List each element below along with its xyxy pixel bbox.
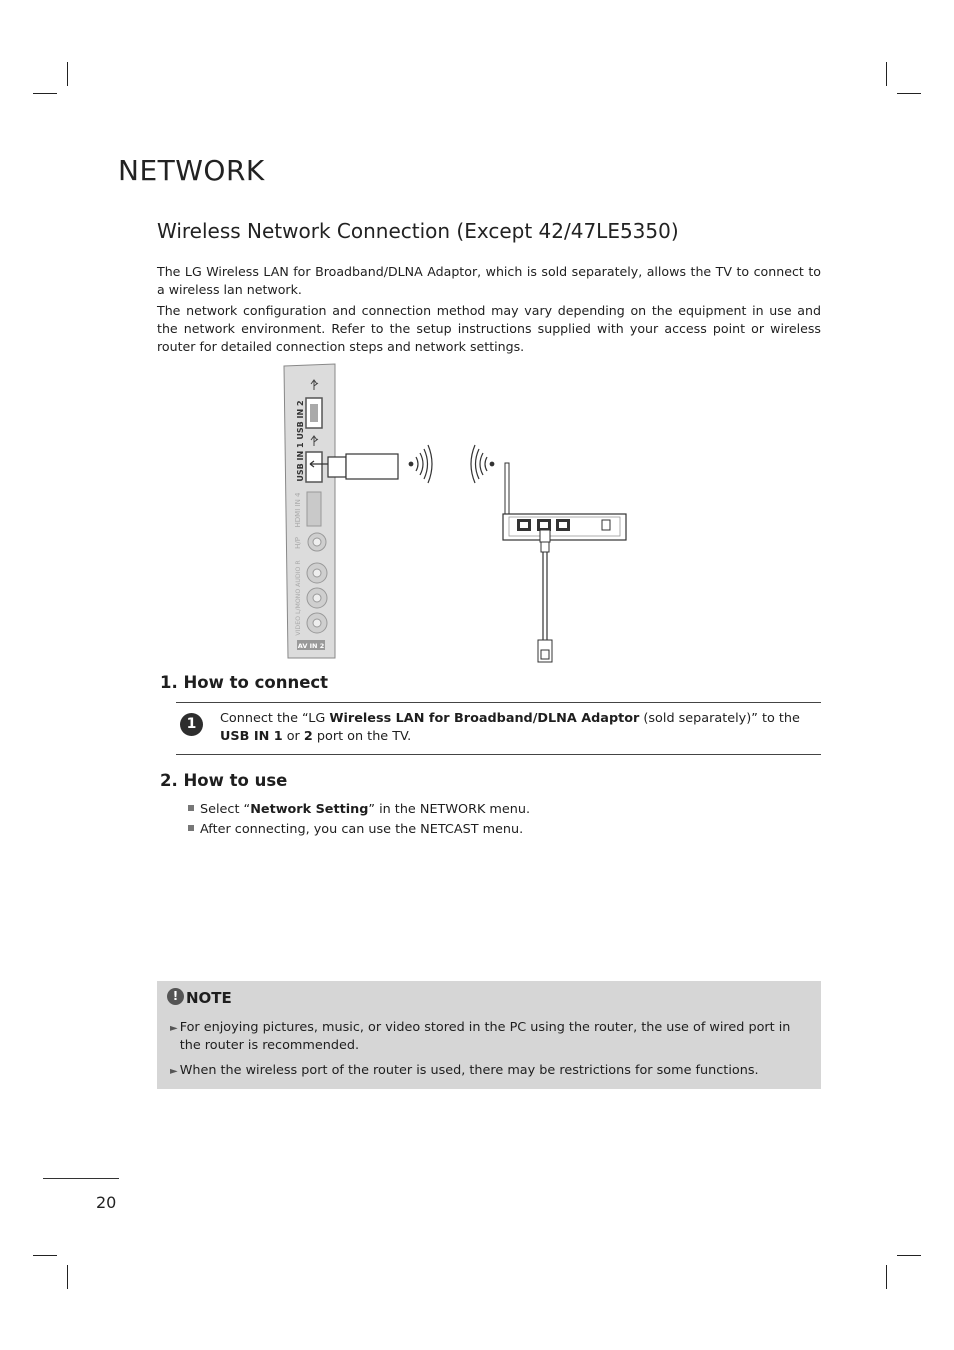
step-number-badge: 1 (180, 713, 203, 736)
hdmi-in-4-label: HDMI IN 4 (294, 492, 302, 528)
bullet-text: After connecting, you can use the NETCAST menu. (200, 822, 524, 837)
bullet-text: Select “ (200, 802, 251, 817)
crop-mark (33, 93, 57, 94)
crop-mark (67, 1265, 68, 1289)
usb-in-1-label: USB IN 1 (296, 442, 305, 482)
exclamation-icon: ! (167, 988, 184, 1005)
how-to-use-heading: 2. How to use (160, 771, 288, 790)
wireless-signal-icon (409, 445, 432, 483)
note-text: When the wireless port of the router is used, there may be restrictions for some functions. (179, 1063, 759, 1078)
connect-text-part: port on the TV. (312, 729, 412, 744)
lan-plug (540, 530, 550, 542)
crop-mark (886, 62, 887, 86)
connect-instruction (220, 710, 814, 746)
crop-mark (33, 1255, 57, 1256)
connect-text-part: or (282, 729, 304, 744)
bullet-icon (188, 805, 194, 811)
crop-mark (886, 1265, 887, 1289)
crop-mark (897, 93, 921, 94)
divider (176, 702, 821, 703)
list-item (188, 822, 523, 837)
av-in-2-label: AV IN 2 (297, 642, 325, 650)
page-number-rule (43, 1178, 119, 1179)
how-to-connect-heading: 1. How to connect (160, 673, 329, 692)
hdmi-port (307, 492, 321, 526)
usb-in-2-label: USB IN 2 (296, 400, 305, 440)
hp-label: H/P (294, 537, 302, 549)
usb-port-2-inner (310, 404, 318, 422)
divider (176, 754, 821, 755)
intro-paragraph: The LG Wireless LAN for Broadband/DLNA Adaptor, which is sold separately, allows the TV to connect to a wireless lan network. (157, 264, 821, 297)
wireless-lan-adaptor (346, 454, 398, 479)
note-text: For enjoying pictures, music, or video stored in the PC using the router, the use of wired port in the router is recommended. (179, 1020, 791, 1053)
note-title: NOTE (186, 989, 232, 1007)
connect-text-part: (sold separately)” to the (639, 711, 800, 726)
adaptor-plug (328, 457, 346, 477)
section-title: Wireless Network Connection (Except 42/47LE5350) (157, 219, 679, 243)
note-item (170, 1062, 815, 1081)
router-antenna (505, 463, 509, 515)
connect-text-part: Connect the “LG (220, 711, 330, 726)
triangle-bullet-icon: ► (170, 1023, 178, 1034)
usb-port-name: USB IN 1 (220, 729, 283, 744)
usb-port-number: 2 (303, 729, 313, 744)
bullet-icon (188, 825, 194, 831)
triangle-bullet-icon: ► (170, 1066, 178, 1077)
page-number: 20 (96, 1193, 117, 1212)
router-power-port (602, 520, 610, 530)
note-item (170, 1019, 815, 1055)
wireless-signal-icon (471, 445, 494, 483)
list-item (188, 802, 530, 817)
crop-mark (67, 62, 68, 86)
chapter-title: NETWORK (118, 154, 265, 187)
connection-diagram (280, 360, 640, 668)
network-setting-term: Network Setting (250, 802, 369, 817)
video-audio-label: VIDEO L/MONO AUDIO R (295, 560, 302, 636)
bullet-text: ” in the NETWORK menu. (368, 802, 531, 817)
crop-mark (897, 1255, 921, 1256)
adaptor-name: Wireless LAN for Broadband/DLNA Adaptor (329, 711, 640, 726)
intro-paragraph: The network configuration and connection method may vary depending on the equipment in use and the network environment. Refer to the setup instructions supplied with your access point or wireless router for detailed connection steps and network settings. (157, 303, 821, 354)
